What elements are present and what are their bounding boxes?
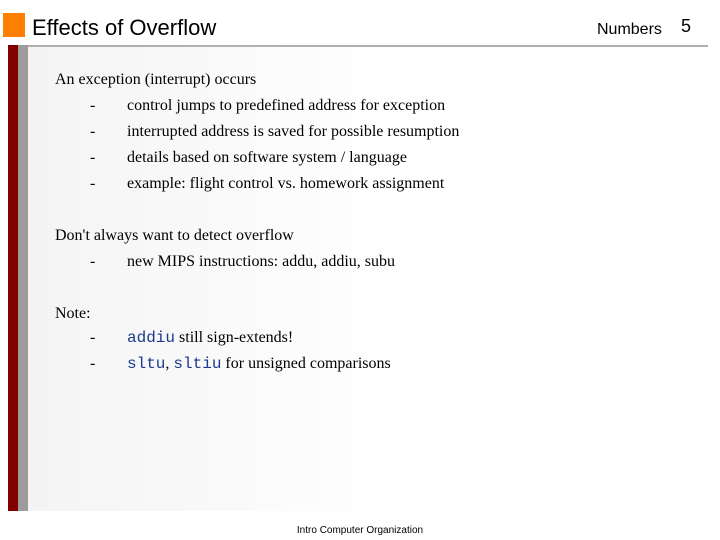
bullet-text: example: flight control vs. homework assignment bbox=[127, 175, 445, 192]
note-text: for unsigned comparisons bbox=[221, 355, 391, 372]
bullet-text: details based on software system / language bbox=[127, 149, 407, 166]
code-sltu: sltu bbox=[127, 355, 166, 373]
section-heading: Note: bbox=[55, 305, 91, 322]
footer-text: Intro Computer Organization bbox=[296, 525, 424, 536]
bullet-dash: - bbox=[90, 175, 96, 192]
bullet-text: new MIPS instructions: addu, addiu, subu bbox=[127, 253, 395, 270]
bullet-dash: - bbox=[90, 123, 96, 140]
page-number: 5 bbox=[681, 16, 692, 36]
slide-title: Effects of Overflow bbox=[32, 15, 217, 40]
bullet-text: interrupted address is saved for possible resumption bbox=[127, 123, 460, 140]
section-heading: An exception (interrupt) occurs bbox=[55, 71, 257, 88]
bullet-dash: - bbox=[90, 329, 96, 346]
footer bbox=[0, 525, 720, 536]
content-panel bbox=[28, 47, 708, 511]
section-heading: Don't always want to detect overflow bbox=[55, 227, 294, 244]
note-text: still sign-extends! bbox=[175, 329, 294, 346]
left-accent-bar bbox=[8, 45, 18, 511]
note-line-1 bbox=[127, 328, 293, 348]
bullet-dash: - bbox=[90, 355, 96, 372]
left-gray-bar bbox=[18, 45, 28, 511]
orange-square-logo bbox=[3, 13, 25, 37]
bullet-text: control jumps to predefined address for exception bbox=[127, 97, 446, 114]
bullet-dash: - bbox=[90, 149, 96, 166]
bullet-dash: - bbox=[90, 97, 96, 114]
note-line-2 bbox=[127, 354, 391, 374]
code-sltiu: sltiu bbox=[173, 355, 222, 373]
bullet-dash: - bbox=[90, 253, 96, 270]
slide-topic: Numbers bbox=[597, 21, 662, 38]
code-addiu: addiu bbox=[127, 329, 176, 347]
note-separator: , bbox=[165, 355, 174, 372]
